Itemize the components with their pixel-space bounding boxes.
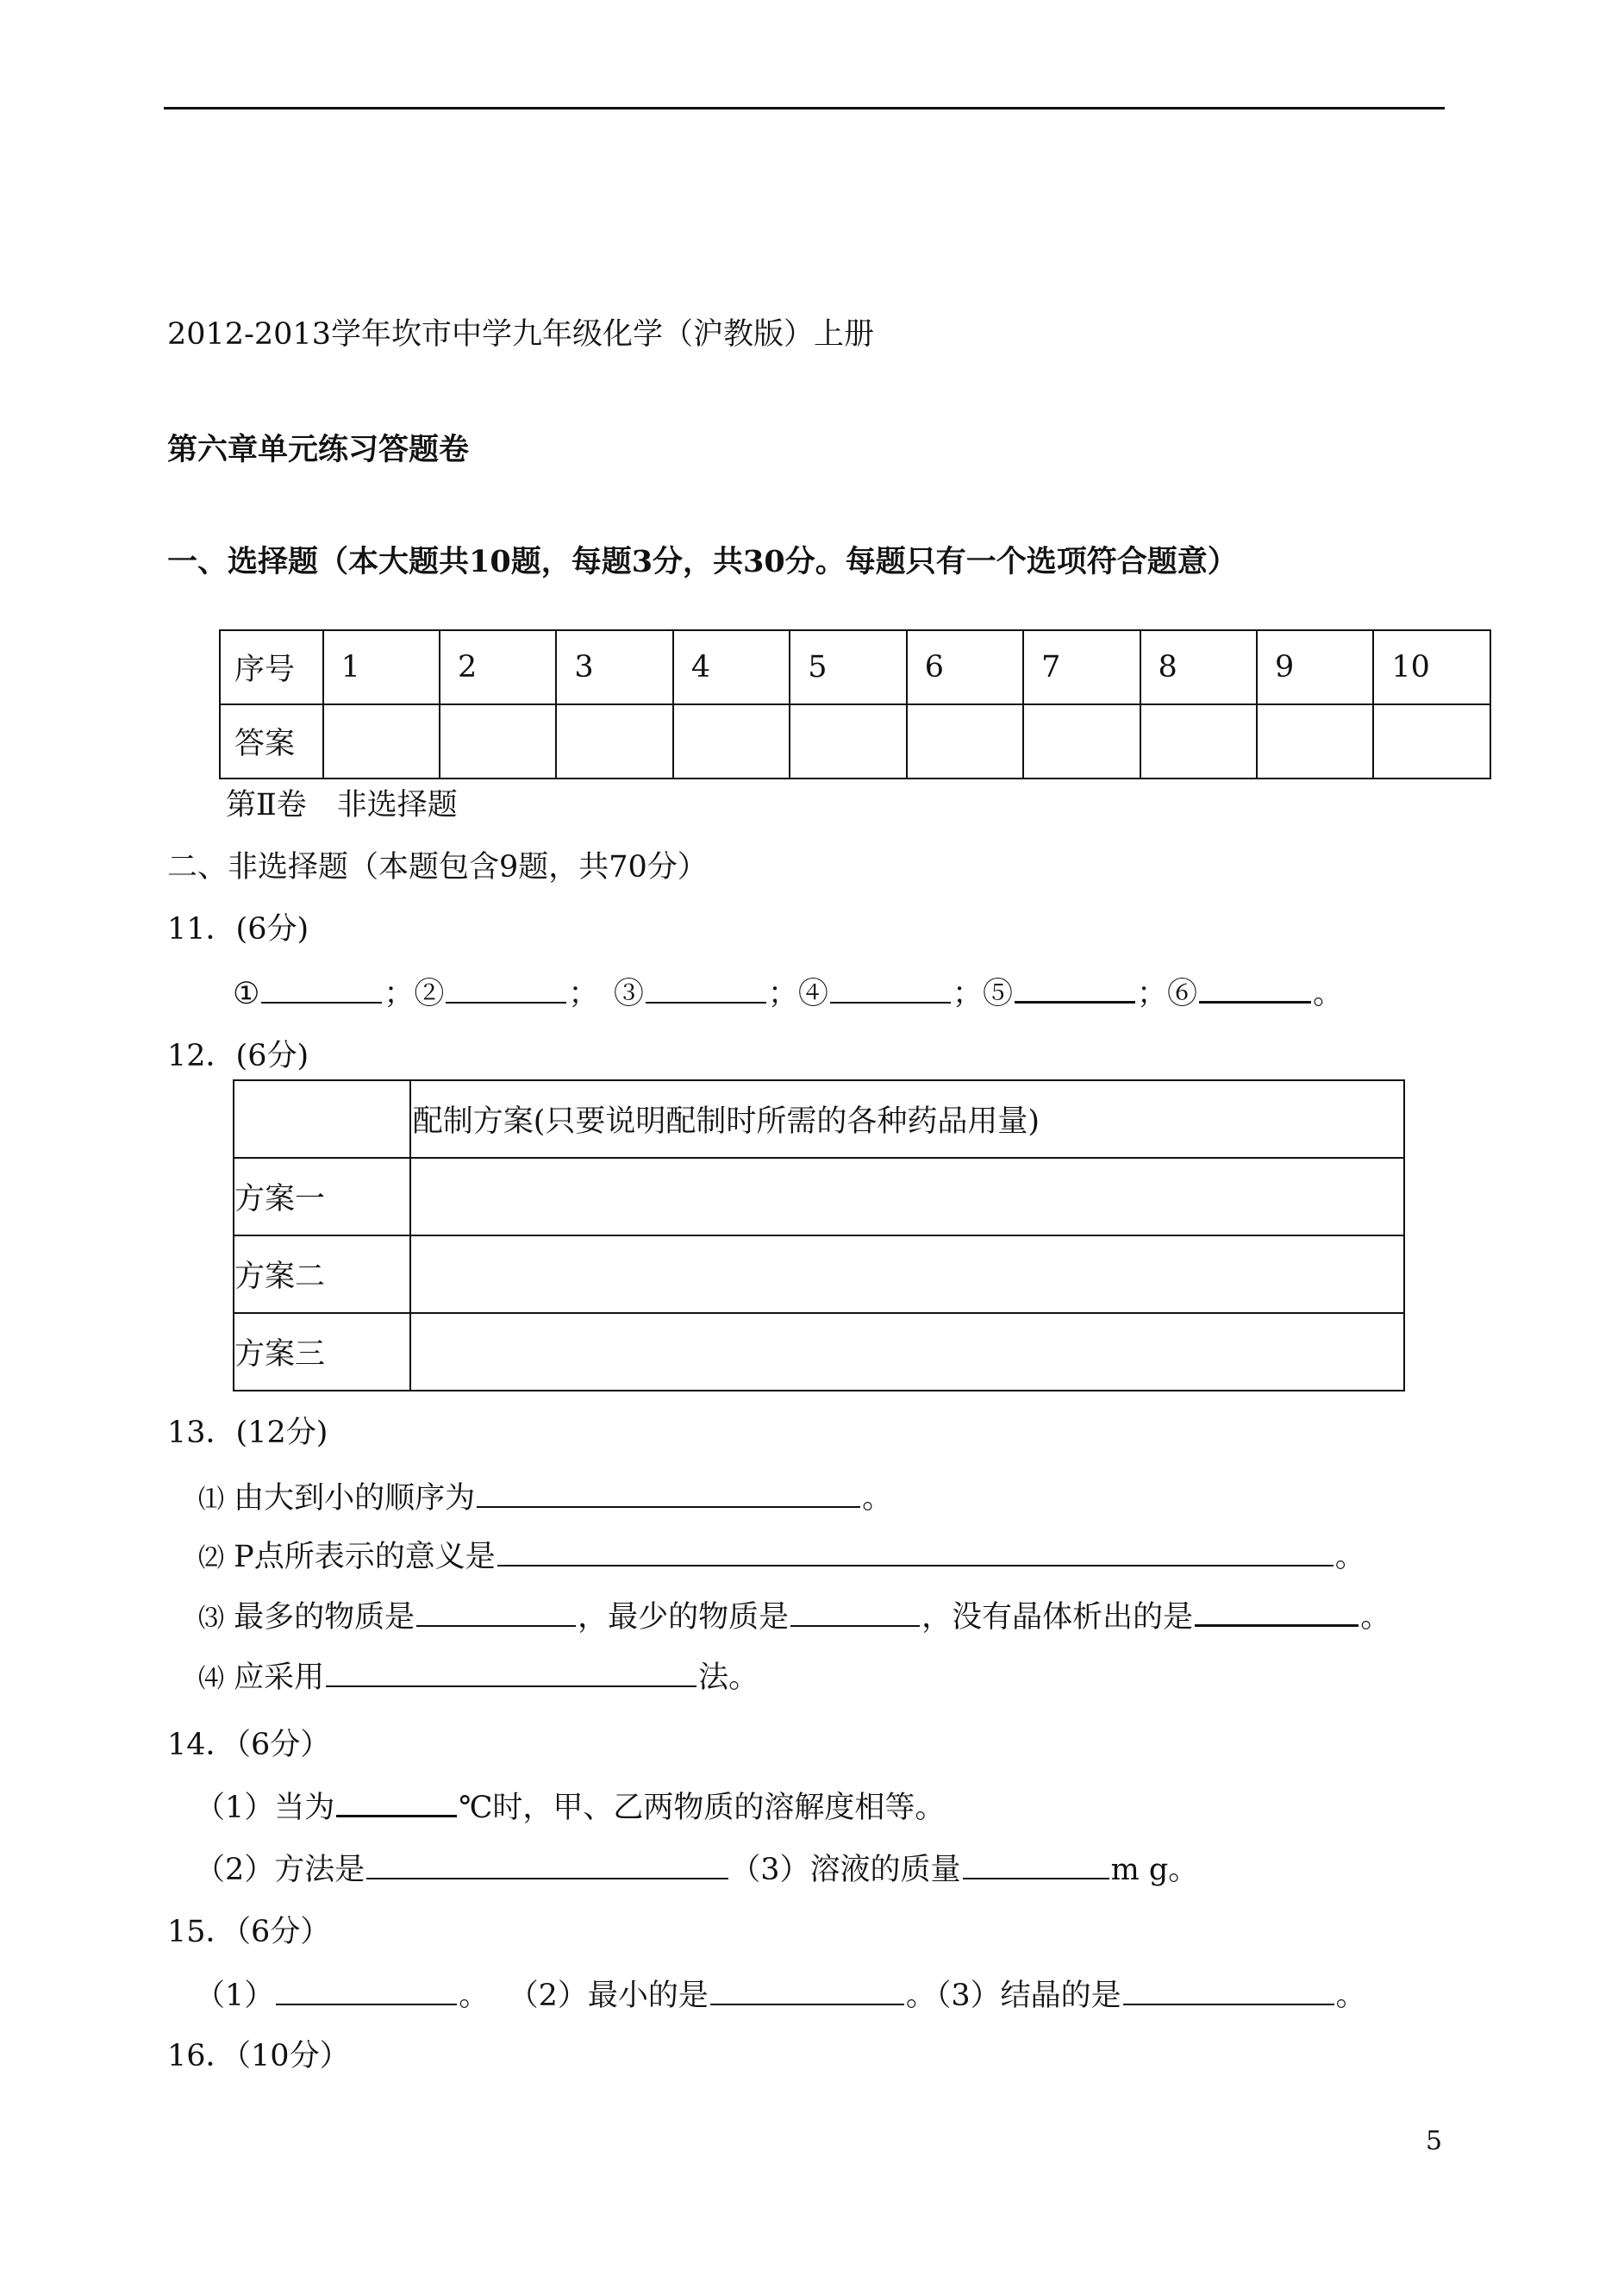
q11-marker: ；⑤ (952, 977, 1013, 1011)
q15-parts-line (195, 1979, 1366, 2013)
q11-blank-2[interactable] (446, 1002, 566, 1004)
q14-p3-blank[interactable] (963, 1878, 1109, 1879)
q13-p3-mid1: ，最少的物质是 (578, 1600, 790, 1635)
question-number-cell: 8 (1140, 630, 1257, 704)
q13-p1-end: 。 (862, 1481, 893, 1516)
q12-row-label: 方案一 (234, 1158, 410, 1235)
q16-label: 16．（10分） (167, 2039, 350, 2073)
answer-sheet-subtitle: 第六章单元练习答题卷 (167, 432, 470, 467)
q14-part1 (195, 1791, 945, 1825)
q15-p3-end: 。 (1335, 1979, 1366, 2013)
q13-p3-blank-3[interactable] (1195, 1624, 1359, 1627)
q12-corner-cell (234, 1080, 410, 1158)
q13-p3-mid2: ，没有晶体析出的是 (921, 1600, 1194, 1635)
question-number-cell: 9 (1257, 630, 1373, 704)
question-number-cell: 3 (556, 630, 672, 704)
volume2-label: 第Ⅱ卷 非选择题 (226, 788, 458, 822)
q13-p3-text: 最多的物质是 (234, 1600, 415, 1635)
q15-p2-blank[interactable] (710, 2004, 904, 2005)
question-number-cell: 1 (323, 630, 440, 704)
q11-blank-1[interactable] (261, 1002, 382, 1004)
answer-cell[interactable] (1373, 704, 1490, 779)
q14-p2-text: （2）方法是 (195, 1853, 365, 1887)
q11-blank-3[interactable] (646, 1002, 766, 1004)
mc-number-row (220, 630, 1490, 704)
section1-heading: 一、选择题（本大题共10题，每题3分，共30分。每题只有一个选项符合题意） (167, 544, 1238, 579)
q14-label: 14．（6分） (167, 1728, 331, 1762)
q13-p2-end: 。 (1334, 1540, 1365, 1574)
q13-p4-end: 法。 (698, 1660, 759, 1695)
q12-label: 12．(6分) (167, 1039, 309, 1073)
q13-part2 (198, 1540, 1365, 1576)
q15-p2-text: （2）最小的是 (508, 1979, 709, 2013)
answer-cell[interactable] (1257, 704, 1373, 779)
q12-header-cell: 配制方案(只要说明配制时所需的各种药品用量) (410, 1080, 1404, 1158)
answer-cell[interactable] (790, 704, 906, 779)
q14-p2-blank[interactable] (366, 1878, 728, 1879)
q13-p4-text: 应采用 (234, 1660, 325, 1695)
q13-p1-blank[interactable] (477, 1506, 860, 1508)
q12-plan-table (233, 1079, 1405, 1391)
answer-cell[interactable] (673, 704, 790, 779)
q13-label: 13．(12分) (167, 1416, 328, 1450)
answer-cell[interactable] (1023, 704, 1140, 779)
q12-answer-cell[interactable] (410, 1313, 1404, 1391)
q13-p2-blank[interactable] (497, 1565, 1334, 1566)
mc-answer-row (220, 704, 1490, 779)
document-title: 2012-2013学年坎市中学九年级化学（沪教版）上册 (167, 317, 874, 352)
q11-blank-4[interactable] (830, 1002, 951, 1004)
question-number-cell: 10 (1373, 630, 1490, 704)
row-label-answer: 答案 (220, 704, 323, 779)
q13-p4-number: ⑷ (198, 1664, 224, 1694)
q15-p3-blank[interactable] (1123, 2004, 1334, 2005)
q14-p3-text: （3）溶液的质量 (730, 1853, 961, 1887)
q15-p1-text: （1） (195, 1979, 275, 2013)
question-number-cell: 4 (673, 630, 790, 704)
q11-marker: ； ③ (568, 977, 644, 1011)
q12-row-label: 方案三 (234, 1313, 410, 1391)
q13-p1-text: 由大到小的顺序为 (234, 1481, 476, 1516)
question-number-cell: 7 (1023, 630, 1140, 704)
q11-marker: ；② (384, 977, 445, 1011)
q13-p2-number: ⑵ (198, 1543, 224, 1573)
answer-cell[interactable] (907, 704, 1023, 779)
q11-blank-5[interactable] (1015, 1001, 1135, 1004)
q13-p3-number: ⑶ (198, 1604, 224, 1634)
answer-cell[interactable] (440, 704, 556, 779)
q14-p3-end: m g。 (1110, 1853, 1199, 1887)
q11-blanks-line (233, 977, 1343, 1011)
page-number: 5 (1426, 2126, 1443, 2156)
q11-marker: ；⑥ (1136, 977, 1197, 1011)
q12-answer-cell[interactable] (410, 1158, 1404, 1235)
q14-part2 (195, 1853, 1198, 1887)
q11-label: 11．(6分) (167, 912, 309, 947)
q13-p3-blank-2[interactable] (790, 1625, 920, 1627)
q11-blank-6[interactable] (1199, 1001, 1311, 1004)
q14-p1-text: （1）当为 (195, 1791, 335, 1825)
answer-cell[interactable] (556, 704, 672, 779)
question-number-cell: 2 (440, 630, 556, 704)
q13-p3-blank-1[interactable] (416, 1625, 576, 1627)
q13-p1-number: ⑴ (198, 1485, 224, 1515)
q12-answer-cell[interactable] (410, 1235, 1404, 1313)
answer-cell[interactable] (1140, 704, 1257, 779)
q11-marker: ；④ (767, 977, 828, 1011)
q15-label: 15．（6分） (167, 1915, 331, 1949)
q14-p1-end: ℃时，甲、乙两物质的溶解度相等。 (459, 1791, 946, 1825)
q13-p3-end: 。 (1360, 1600, 1391, 1635)
header-rule (164, 107, 1445, 109)
q11-marker: ① (233, 977, 260, 1011)
question-number-cell: 6 (907, 630, 1023, 704)
q13-part1 (198, 1481, 892, 1517)
section2-heading: 二、非选择题（本题包含9题，共70分） (167, 850, 708, 885)
q13-p2-text: P点所表示的意义是 (234, 1540, 496, 1574)
q13-part3 (198, 1600, 1390, 1636)
row-label-number: 序号 (220, 630, 323, 704)
mc-answer-table (219, 629, 1491, 779)
q15-p1-blank[interactable] (276, 2004, 457, 2005)
q15-p1-end: 。 (459, 1979, 490, 2013)
q15-p2-end: 。 (905, 1979, 936, 2013)
q15-p3-text: （3）结晶的是 (935, 1979, 1121, 2013)
q13-p4-blank[interactable] (326, 1685, 696, 1687)
q11-end: 。 (1312, 977, 1343, 1011)
answer-cell[interactable] (323, 704, 440, 779)
q13-part4 (198, 1660, 759, 1697)
q14-p1-blank[interactable] (336, 1815, 457, 1817)
question-number-cell: 5 (790, 630, 906, 704)
q12-row-label: 方案二 (234, 1235, 410, 1313)
